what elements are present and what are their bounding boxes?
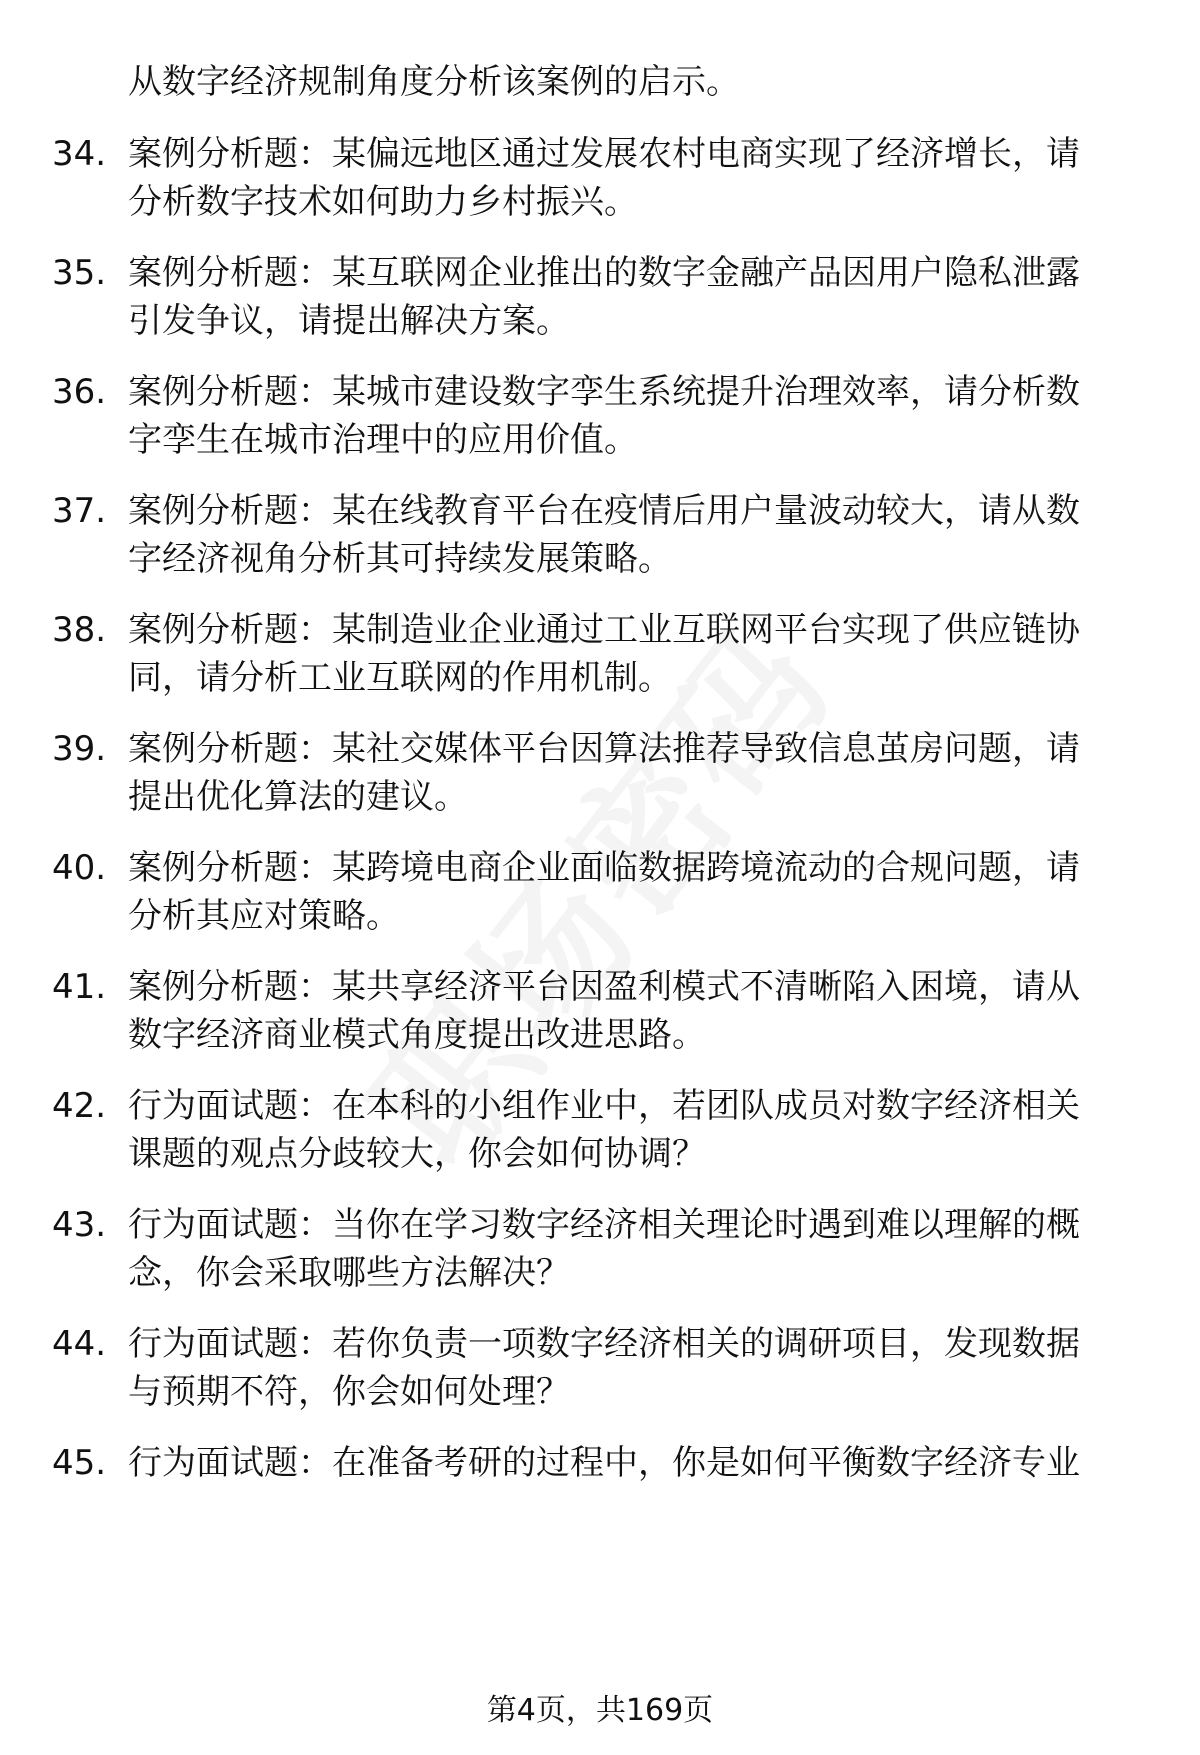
question-text-line: 行为面试题：在本科的小组作业中，若团队成员对数字经济相关 bbox=[128, 1086, 1080, 1126]
question-text-line: 案例分析题：某在线教育平台在疫情后用户量波动较大，请从数 bbox=[128, 491, 1080, 531]
question-item bbox=[0, 606, 1200, 706]
question-item bbox=[0, 963, 1200, 1063]
question-item bbox=[0, 1439, 1200, 1539]
question-text-line: 案例分析题：某互联网企业推出的数字金融产品因用户隐私泄露 bbox=[128, 253, 1080, 293]
page-footer: 第4页，共169页 bbox=[486, 1693, 714, 1728]
question-text-line: 字孪生在城市治理中的应用价值。 bbox=[128, 420, 638, 460]
question-text-line: 同，请分析工业互联网的作用机制。 bbox=[128, 658, 672, 698]
question-text-line: 念，你会采取哪些方法解决？ bbox=[128, 1253, 570, 1293]
question-item bbox=[0, 487, 1200, 587]
continued-line: 从数字经济规制角度分析该案例的启示。 bbox=[128, 62, 740, 102]
question-item bbox=[0, 249, 1200, 349]
question-number: 45. bbox=[52, 1443, 107, 1483]
question-item bbox=[0, 844, 1200, 944]
question-item bbox=[0, 725, 1200, 825]
question-item bbox=[0, 368, 1200, 468]
question-number: 36. bbox=[52, 372, 107, 412]
question-text-line: 与预期不符，你会如何处理？ bbox=[128, 1372, 570, 1412]
question-number: 44. bbox=[52, 1324, 107, 1364]
question-text-line: 提出优化算法的建议。 bbox=[128, 777, 468, 817]
question-text-line: 字经济视角分析其可持续发展策略。 bbox=[128, 539, 672, 579]
question-text-line: 数字经济商业模式角度提出改进思路。 bbox=[128, 1015, 706, 1055]
question-number: 42. bbox=[52, 1086, 107, 1126]
question-number: 37. bbox=[52, 491, 107, 531]
question-text-line: 课题的观点分歧较大，你会如何协调？ bbox=[128, 1134, 706, 1174]
question-item bbox=[0, 130, 1200, 230]
question-text-line: 案例分析题：某跨境电商企业面临数据跨境流动的合规问题，请 bbox=[128, 848, 1080, 888]
question-text-line: 分析其应对策略。 bbox=[128, 896, 400, 936]
question-number: 40. bbox=[52, 848, 107, 888]
question-number: 43. bbox=[52, 1205, 107, 1245]
question-text-line: 行为面试题：在准备考研的过程中，你是如何平衡数字经济专业 bbox=[128, 1443, 1080, 1483]
question-text-line: 行为面试题：当你在学习数字经济相关理论时遇到难以理解的概 bbox=[128, 1205, 1080, 1245]
question-number: 41. bbox=[52, 967, 107, 1007]
question-text-line: 案例分析题：某社交媒体平台因算法推荐导致信息茧房问题，请 bbox=[128, 729, 1080, 769]
question-item bbox=[0, 1082, 1200, 1182]
question-text-line: 案例分析题：某偏远地区通过发展农村电商实现了经济增长，请 bbox=[128, 134, 1080, 174]
question-number: 35. bbox=[52, 253, 107, 293]
question-text-line: 案例分析题：某城市建设数字孪生系统提升治理效率，请分析数 bbox=[128, 372, 1080, 412]
question-text-line: 案例分析题：某制造业企业通过工业互联网平台实现了供应链协 bbox=[128, 610, 1080, 650]
question-item bbox=[0, 1201, 1200, 1301]
question-text-line: 行为面试题：若你负责一项数字经济相关的调研项目，发现数据 bbox=[128, 1324, 1080, 1364]
question-item bbox=[0, 1320, 1200, 1420]
question-number: 38. bbox=[52, 610, 107, 650]
question-number: 34. bbox=[52, 134, 107, 174]
question-text-line: 分析数字技术如何助力乡村振兴。 bbox=[128, 182, 638, 222]
question-number: 39. bbox=[52, 729, 107, 769]
question-text-line: 案例分析题：某共享经济平台因盈利模式不清晰陷入困境，请从 bbox=[128, 967, 1080, 1007]
question-text-line: 引发争议，请提出解决方案。 bbox=[128, 301, 570, 341]
